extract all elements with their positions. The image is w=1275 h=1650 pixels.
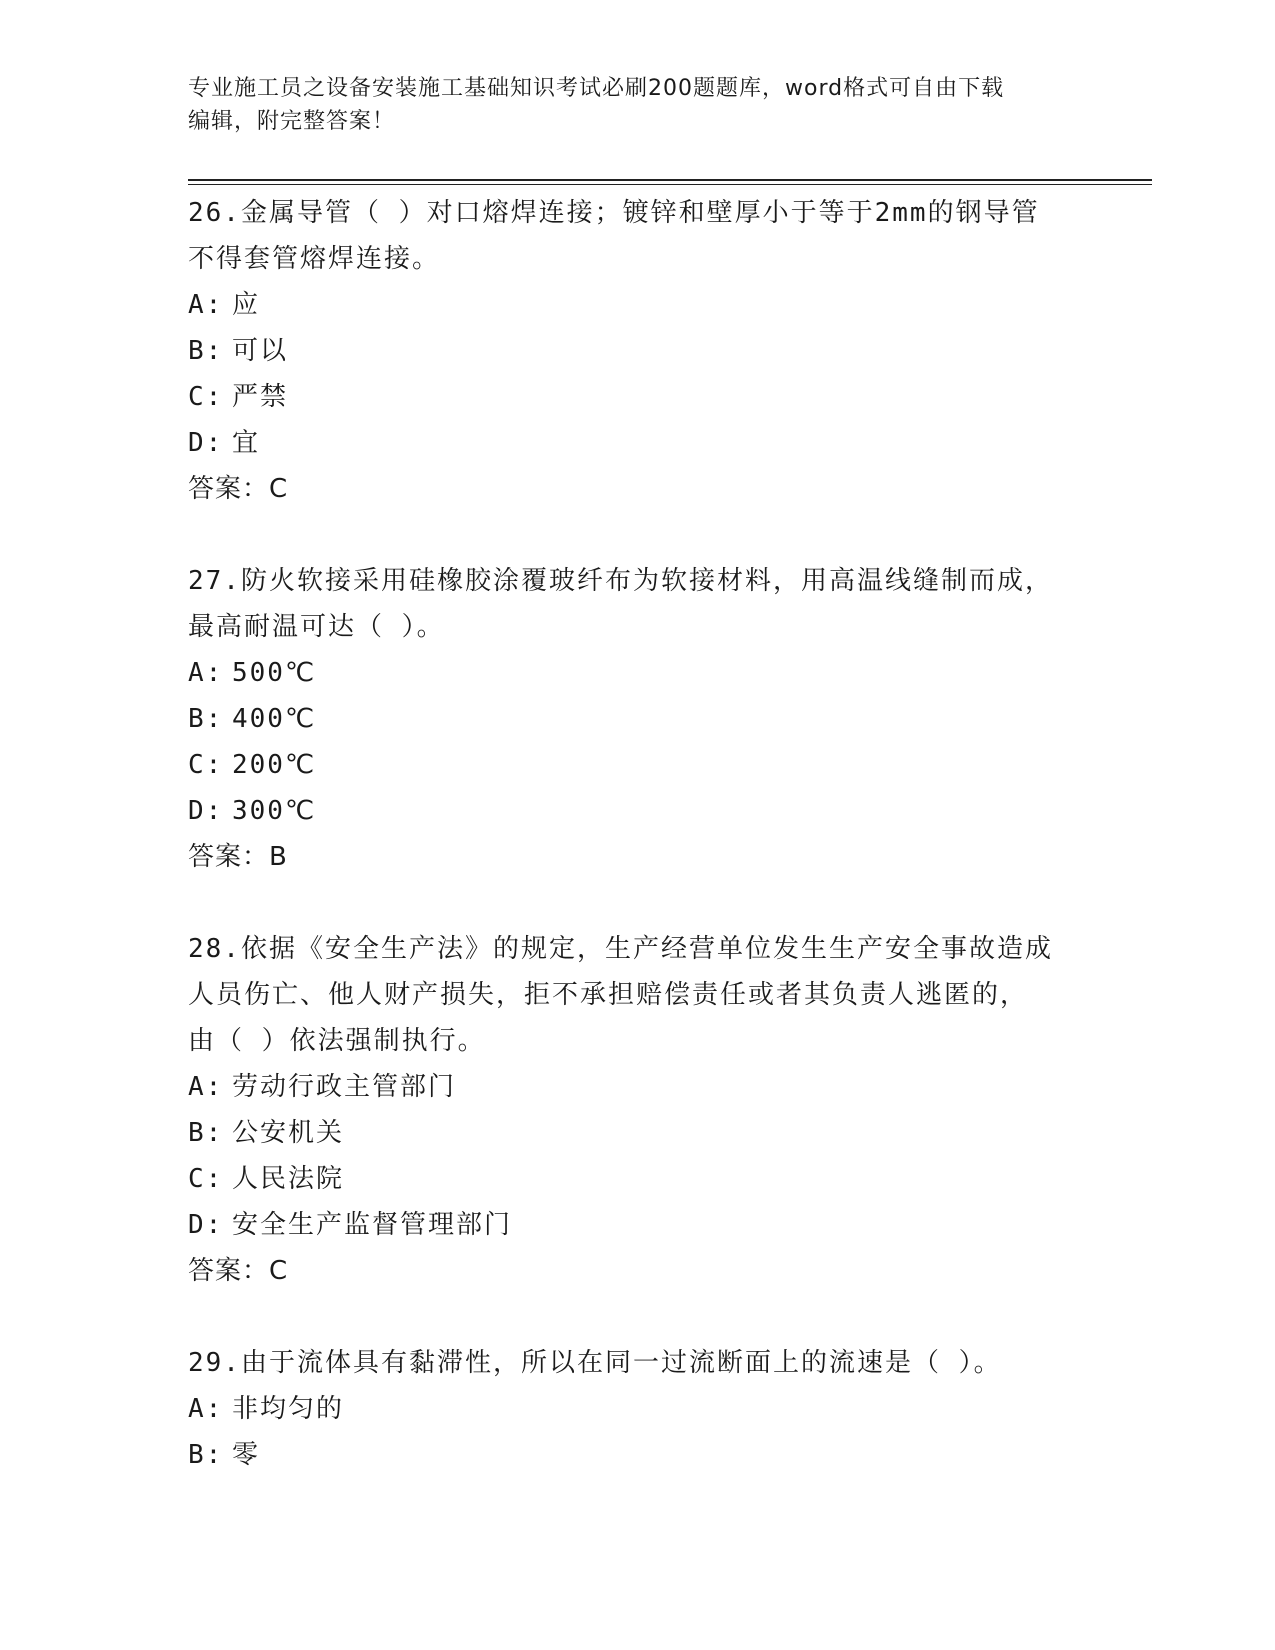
header-line-2: 编辑，附完整答案！ [188,109,396,134]
question-text-line: 人员伤亡、他人财产损失，拒不承担赔偿责任或者其负责人逃匿的， [188,980,1029,1010]
option-a [188,1064,1088,1110]
question-text-line: 26.金属导管（ ）对口熔焊连接；镀锌和壁厚小于等于2mm的钢导管 [188,198,1040,228]
question-27 [188,558,1088,880]
question-text-line: 28.依据《安全生产法》的规定，生产经营单位发生生产安全事故造成 [188,934,1053,964]
option-letter: C: [188,750,224,780]
header-divider-thin [188,184,1152,185]
option-b [188,1110,1088,1156]
question-text-line: 由（ ）依法强制执行。 [188,1026,486,1056]
option-letter: A: [188,1394,224,1424]
answer-line: 答案：C [188,474,289,504]
option-b [188,1432,1088,1478]
question-28 [188,926,1088,1294]
option-d [188,1202,1088,1248]
question-text-line: 不得套管熔焊连接。 [188,244,441,274]
option-c [188,1156,1088,1202]
question-list [188,190,1088,1478]
question-29 [188,1340,1088,1478]
option-letter: B: [188,336,224,366]
question-text-line: 27.防火软接采用硅橡胶涂覆玻纤布为软接材料，用高温线缝制而成， [188,566,1053,596]
question-26 [188,190,1088,512]
option-letter: B: [188,1440,224,1470]
option-letter: C: [188,382,224,412]
answer-line: 答案：B [188,842,288,872]
option-c [188,742,1088,788]
document-header [188,72,1068,138]
option-text: 安全生产监督管理部门 [232,1210,513,1240]
option-text: 非均匀的 [232,1394,345,1424]
option-letter: D: [188,796,224,826]
option-text: 公安机关 [232,1118,345,1148]
option-text: 劳动行政主管部门 [232,1072,457,1102]
option-text: 严禁 [232,382,289,412]
option-text: 500℃ [232,658,317,688]
option-letter: D: [188,1210,224,1240]
question-text-line: 29.由于流体具有黏滞性，所以在同一过流断面上的流速是（ ）。 [188,1348,1002,1378]
option-b [188,696,1088,742]
option-letter: A: [188,1072,224,1102]
option-letter: A: [188,658,224,688]
option-text: 可以 [232,336,289,366]
option-letter: B: [188,1118,224,1148]
question-spacer [188,1294,1088,1340]
option-text: 300℃ [232,796,317,826]
answer-line: 答案：C [188,1256,289,1286]
option-a [188,282,1088,328]
option-b [188,328,1088,374]
option-text: 零 [232,1440,261,1470]
question-spacer [188,880,1088,926]
option-letter: A: [188,290,224,320]
option-text: 宜 [232,428,261,458]
option-letter: C: [188,1164,224,1194]
option-text: 人民法院 [232,1164,345,1194]
option-d [188,788,1088,834]
option-c [188,374,1088,420]
header-divider-thick [188,179,1152,181]
header-line-1: 专业施工员之设备安装施工基础知识考试必刷200题题库，word格式可自由下载 [188,76,1005,101]
question-spacer [188,512,1088,558]
question-text-line: 最高耐温可达（ ）。 [188,612,445,642]
option-letter: B: [188,704,224,734]
option-text: 400℃ [232,704,317,734]
option-text: 200℃ [232,750,317,780]
option-a [188,1386,1088,1432]
option-text: 应 [232,290,261,320]
option-d [188,420,1088,466]
option-letter: D: [188,428,224,458]
option-a [188,650,1088,696]
